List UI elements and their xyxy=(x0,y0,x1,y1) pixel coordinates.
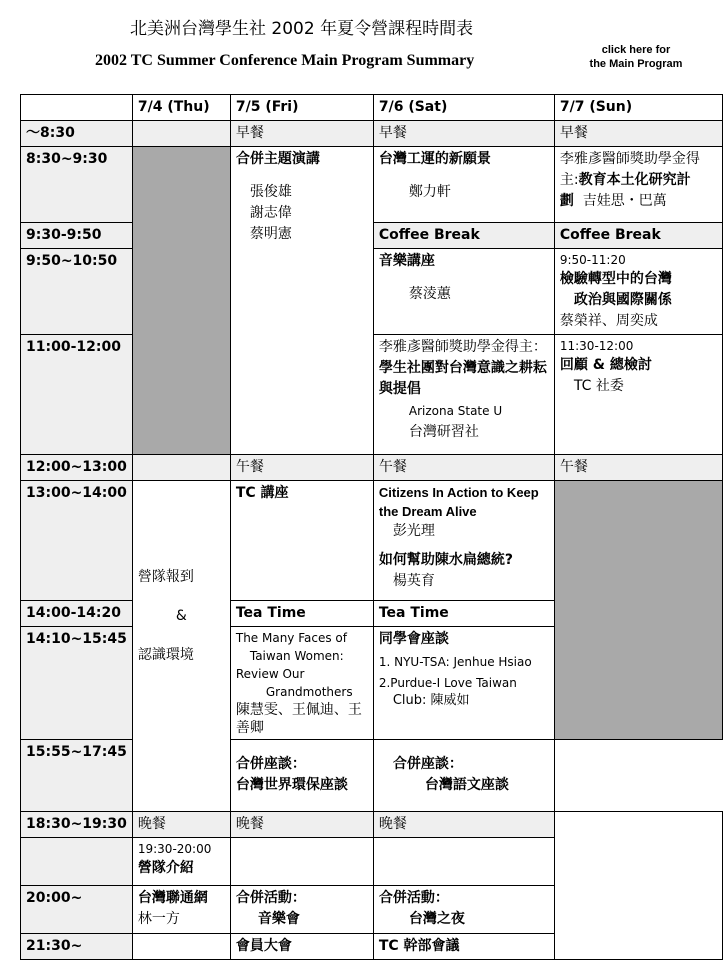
sat-evening-label: 合併活動： xyxy=(378,890,449,906)
fri-tea-time: Tea Time xyxy=(230,601,373,627)
time-cell: 18:30~19:30 xyxy=(21,812,133,838)
sat-music-title: 音樂講座 xyxy=(378,253,435,269)
time-cell: 20:00~ xyxy=(21,886,133,934)
header-row xyxy=(21,95,723,121)
sun-evening-blank xyxy=(554,812,722,960)
fri-keynote-speaker: 蔡明憲 xyxy=(249,226,292,242)
sat-citizens-title: Citizens In Action to Keep the Dream Alive xyxy=(378,485,539,519)
time-cell: 11:00-12:00 xyxy=(21,335,133,455)
sun-session-time: 9:50-11:20 xyxy=(559,253,626,267)
title-english: 2002 TC Summer Conference Main Program Summary xyxy=(95,52,475,69)
fri-evening-cell xyxy=(230,886,373,934)
sat-joint-forum-label: 合併座談： xyxy=(392,756,463,772)
time-cell: 13:00~14:00 xyxy=(21,481,133,601)
sat-music-cell xyxy=(373,249,554,335)
sun-review-time: 11:30-12:00 xyxy=(559,339,634,353)
time-cell: 14:10~15:45 xyxy=(21,627,133,740)
time-cell xyxy=(21,838,133,886)
thu-intro: 營隊介紹 xyxy=(137,860,194,876)
sat-labor-title: 台灣工運的新願景 xyxy=(378,151,491,167)
sun-afternoon-blank xyxy=(554,481,722,740)
time-cell: ～8:30 xyxy=(21,121,133,147)
fri-joint-forum-cell xyxy=(230,740,373,812)
fri-tc-talk-cell xyxy=(230,481,373,601)
col-header-thu: 7/4 (Thu) xyxy=(132,95,230,121)
col-header-sat: 7/6 (Sat) xyxy=(373,95,554,121)
time-cell: 14:00-14:20 xyxy=(21,601,133,627)
fri-women-line-1: The Many Faces of xyxy=(235,631,347,645)
thu-network: 台灣聯通網 xyxy=(137,890,208,906)
breakfast-cell: 早餐 xyxy=(230,121,373,147)
thu-checkin-cell xyxy=(132,481,230,812)
time-cell: 9:50~10:50 xyxy=(21,249,133,335)
sun-coffee-break: Coffee Break xyxy=(554,223,722,249)
breakfast-cell: 早餐 xyxy=(373,121,554,147)
sat-alumni-item-1: 1. NYU-TSA: Jenhue Hsiao xyxy=(378,655,532,669)
sat-tea-time: Tea Time xyxy=(373,601,554,627)
dinner-cell: 晚餐 xyxy=(373,812,554,838)
sat-alumni-item-2b: Club: 陳威如 xyxy=(392,693,470,708)
sat-cadre-meeting: TC 幹部會議 xyxy=(373,934,554,960)
empty-cell xyxy=(230,838,373,886)
sat-citizens-speaker: 彭光理 xyxy=(392,523,435,539)
fri-joint-forum-topic: 台灣世界環保座談 xyxy=(235,777,348,793)
fri-women-cell xyxy=(230,627,373,740)
col-header-fri: 7/5 (Fri) xyxy=(230,95,373,121)
sun-session-cell xyxy=(554,249,722,335)
empty-cell xyxy=(132,121,230,147)
sat-music-speaker: 蔡淩蕙 xyxy=(408,286,451,302)
sat-citizens-cell xyxy=(373,481,554,601)
sat-award-club: 台灣研習社 xyxy=(408,424,479,440)
thu-checkin: 營隊報到 xyxy=(137,568,194,585)
table-row xyxy=(21,740,723,812)
table-row xyxy=(21,121,723,147)
time-cell: 8:30~9:30 xyxy=(21,147,133,223)
title-chinese: 北美洲台灣學生社 2002 年夏令營課程時間表 xyxy=(130,19,474,39)
sat-labor-cell xyxy=(373,147,554,223)
sun-review-by: TC 社委 xyxy=(573,378,624,394)
col-header-sun: 7/7 (Sun) xyxy=(554,95,722,121)
sun-session-speakers: 蔡榮祥、周奕成 xyxy=(559,313,658,329)
sat-coffee-break: Coffee Break xyxy=(373,223,554,249)
time-cell: 21:30~ xyxy=(21,934,133,960)
table-row xyxy=(21,481,723,601)
sat-labor-speaker: 鄭力軒 xyxy=(408,184,451,200)
sun-award-line: 李雅彥醫師獎助學金得主: xyxy=(559,151,700,188)
fri-keynote-speaker: 張俊雄 xyxy=(249,184,292,200)
fri-women-line-4: Grandmothers xyxy=(265,685,353,699)
sat-evening-topic: 台灣之夜 xyxy=(408,911,465,927)
thu-intro-time: 19:30-20:00 xyxy=(137,842,212,856)
sat-chen-title: 如何幫助陳水扁總統? xyxy=(378,552,513,568)
time-cell: 15:55~17:45 xyxy=(21,740,133,812)
fri-joint-forum-label: 合併座談： xyxy=(235,756,306,772)
fri-women-line-2: Taiwan Women: xyxy=(249,649,344,663)
sat-joint-forum-topic: 台灣語文座談 xyxy=(424,777,509,793)
dinner-cell: 晚餐 xyxy=(230,812,373,838)
thu-orientation: 認識環境 xyxy=(137,646,194,663)
table-row xyxy=(21,455,723,481)
empty-cell xyxy=(132,455,230,481)
page-header xyxy=(0,0,728,92)
lunch-cell: 午餐 xyxy=(230,455,373,481)
empty-cell xyxy=(132,934,230,960)
sun-review-cell xyxy=(554,335,722,455)
col-header-time xyxy=(21,95,133,121)
fri-evening-topic: 音樂會 xyxy=(257,911,300,927)
sun-review-title: 回顧 & 總檢討 xyxy=(559,357,652,373)
fri-meeting: 會員大會 xyxy=(230,934,373,960)
table-row xyxy=(21,812,723,838)
thu-network-speaker: 林一方 xyxy=(137,911,180,927)
main-program-link[interactable] xyxy=(585,43,687,71)
sat-evening-cell xyxy=(373,886,554,934)
lunch-cell: 午餐 xyxy=(554,455,722,481)
sun-award-speaker: 吉娃思・巴萬 xyxy=(582,193,667,209)
fri-women-line-3: Review Our xyxy=(235,667,305,681)
lunch-cell: 午餐 xyxy=(373,455,554,481)
sun-session-title-2: 政治與國際關係 xyxy=(573,292,672,308)
sat-alumni-cell xyxy=(373,627,554,740)
link-line-2: the Main Program xyxy=(589,58,683,70)
sun-award-topic: 教育本土化研究計劃 xyxy=(559,172,691,209)
sat-alumni-item-2a: 2.Purdue-I Love Taiwan xyxy=(378,676,517,690)
sat-joint-forum-cell xyxy=(373,740,554,812)
sat-award-school: Arizona State U xyxy=(408,404,503,418)
time-cell: 12:00~13:00 xyxy=(21,455,133,481)
fri-keynote-title: 合併主題演講 xyxy=(235,151,320,167)
time-cell: 9:30-9:50 xyxy=(21,223,133,249)
thu-network-cell xyxy=(132,886,230,934)
schedule-table xyxy=(20,94,723,960)
breakfast-cell: 早餐 xyxy=(554,121,722,147)
dinner-cell: 晚餐 xyxy=(132,812,230,838)
fri-evening-label: 合併活動： xyxy=(235,890,306,906)
fri-keynote-speaker: 謝志偉 xyxy=(249,205,292,221)
sat-award-topic: 學生社團對台灣意識之耕耘與提倡 xyxy=(378,360,547,397)
sun-session-title-1: 檢驗轉型中的台灣 xyxy=(559,271,672,287)
fri-keynote-cell xyxy=(230,147,373,455)
table-row xyxy=(21,147,723,223)
fri-tc-talk: TC 講座 xyxy=(235,485,289,501)
link-line-1: click here for xyxy=(601,44,671,56)
empty-cell xyxy=(373,838,554,886)
sat-award-line: 李雅彥醫師獎助學金得主： xyxy=(378,339,547,355)
sat-award-cell xyxy=(373,335,554,455)
thu-intro-cell xyxy=(132,838,230,886)
sat-alumni-title: 同學會座談 xyxy=(378,631,449,647)
fri-women-speakers: 陳慧雯、王佩迪、王善卿 xyxy=(235,702,362,736)
thu-morning-blank xyxy=(132,147,230,455)
sat-chen-speaker: 楊英育 xyxy=(392,573,435,589)
sun-award-cell xyxy=(554,147,722,223)
thu-amp: & xyxy=(175,607,187,624)
